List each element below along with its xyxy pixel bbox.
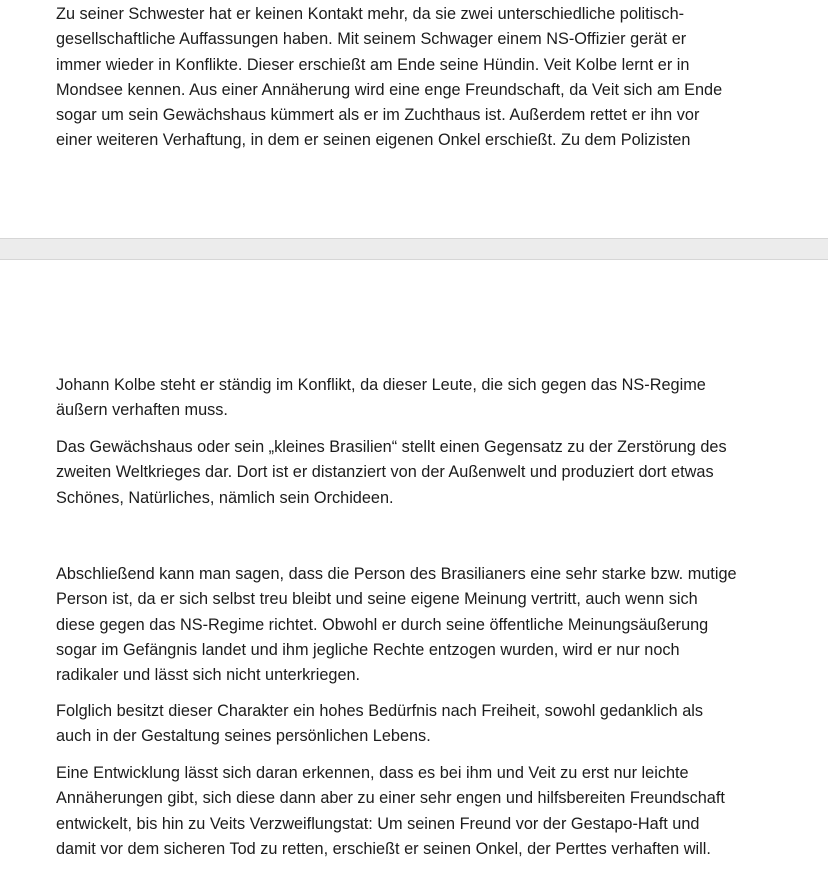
paragraph-6 <box>56 761 786 862</box>
text-line: entwickelt, bis hin zu Veits Verzweiflungstat: Um seinen Freund vor der Gestapo-Haft und <box>56 814 700 833</box>
document-page-bottom <box>0 260 828 886</box>
text-line: Johann Kolbe steht er ständig im Konflikt, da dieser Leute, die sich gegen das NS-Regime <box>56 376 706 394</box>
paragraph-3 <box>56 435 786 511</box>
text-line: Person ist, da er sich selbst treu bleibt und seine eigene Meinung vertritt, auch wenn sich <box>56 590 698 609</box>
text-line: Das Gewächshaus oder sein „kleines Brasilien“ stellt einen Gegensatz zu der Zerstörung des <box>56 438 727 456</box>
text-line: Mondsee kennen. Aus einer Annäherung wird eine enge Freundschaft, da Veit sich am Ende <box>56 80 723 99</box>
paragraph-2 <box>56 373 786 424</box>
text-line: diese gegen das NS-Regime richtet. Obwohl er durch seine öffentliche Meinungsäußerung <box>56 615 709 634</box>
page-break-separator <box>0 238 828 260</box>
text-line: Schönes, Natürliches, nämlich sein Orchideen. <box>56 488 394 507</box>
text-line: Folglich besitzt dieser Charakter ein hohes Bedürfnis nach Freiheit, sowohl gedanklich als <box>56 702 704 720</box>
text-line: Eine Entwicklung lässt sich daran erkennen, dass es bei ihm und Veit zu erst nur leichte <box>56 764 689 782</box>
text-line: immer wieder in Konflikte. Dieser erschießt am Ende seine Hündin. Veit Kolbe lernt er in <box>56 55 690 74</box>
text-line: sogar um sein Gewächshaus kümmert als er im Zuchthaus ist. Außerdem rettet er ihn vor <box>56 106 700 125</box>
text-line: Abschließend kann man sagen, dass die Person des Brasilianers eine sehr starke bzw. mutige <box>56 565 737 583</box>
text-line: damit vor dem sicheren Tod zu retten, erschießt er seinen Onkel, der Perttes verhaften will. <box>56 839 711 858</box>
text-line: sogar im Gefängnis landet und ihm jegliche Rechte entzogen wurden, wird er nur noch <box>56 640 680 659</box>
paragraph-5 <box>56 699 786 750</box>
text-line: Zu seiner Schwester hat er keinen Kontakt mehr, da sie zwei unterschiedliche politisch- <box>56 5 685 23</box>
text-line: zweiten Weltkrieges dar. Dort ist er distanziert von der Außenwelt und produziert dort etwas <box>56 463 714 482</box>
paragraph-4 <box>56 562 786 688</box>
paragraph-1 <box>56 2 786 154</box>
text-line: radikaler und lässt sich nicht unterkriegen. <box>56 666 361 685</box>
text-line: gesellschaftliche Auffassungen haben. Mit seinem Schwager einem NS-Offizier gerät er <box>56 30 687 49</box>
text-line: einer weiteren Verhaftung, in dem er seinen eigenen Onkel erschießt. Zu dem Polizisten <box>56 131 691 150</box>
text-line: auch in der Gestaltung seines persönlichen Lebens. <box>56 727 431 746</box>
text-line: Annäherungen gibt, sich diese dann aber zu einer sehr engen und hilfsbereiten Freundschaft <box>56 789 725 808</box>
text-line: äußern verhaften muss. <box>56 401 228 420</box>
document-page-top <box>0 0 828 238</box>
